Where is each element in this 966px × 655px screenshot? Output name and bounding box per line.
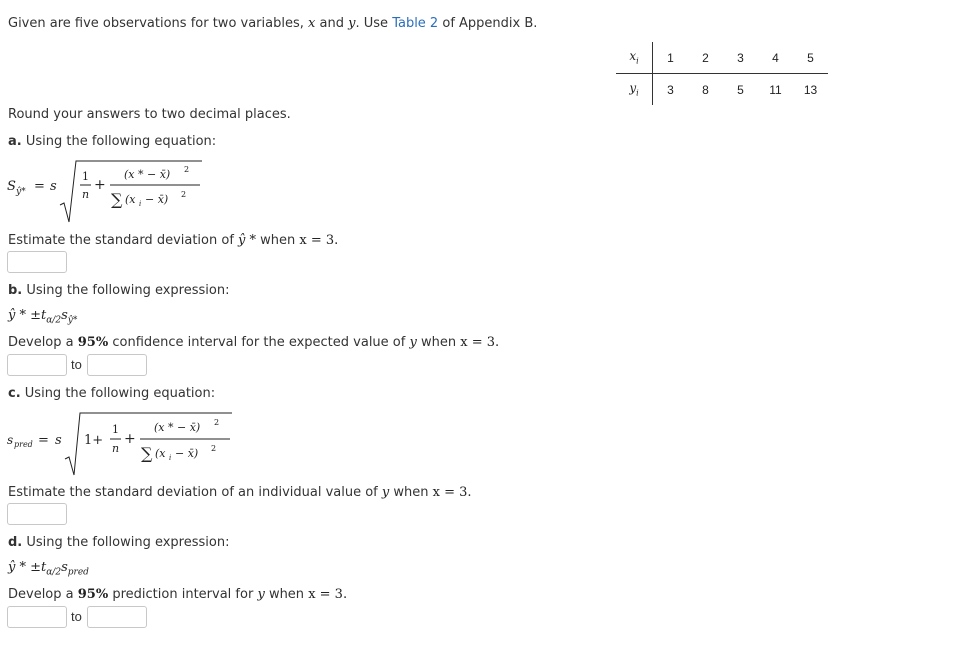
svg-text:n: n: [82, 188, 90, 201]
part-c-heading: c. Using the following equation:: [8, 386, 216, 401]
svg-text:pred: pred: [14, 440, 33, 449]
svg-text:+: +: [94, 177, 106, 193]
y-value: 3: [667, 82, 674, 97]
svg-text:s: s: [55, 433, 62, 448]
svg-text:2: 2: [214, 418, 220, 427]
y-value: 8: [702, 82, 709, 97]
svg-text:2: 2: [181, 190, 187, 199]
part-d-question: Develop a 95% prediction interval for y when x = 3.: [8, 587, 348, 602]
svg-text:(x * − x̄): (x * − x̄): [124, 168, 171, 181]
formula-c: [4, 409, 244, 479]
part-b-lower-input[interactable]: [7, 354, 67, 376]
part-b-heading: b. Using the following expression:: [8, 283, 230, 298]
svg-text:(x * − x̄): (x * − x̄): [154, 421, 201, 434]
svg-text:2: 2: [211, 444, 217, 453]
part-d-to-label: to: [71, 609, 82, 624]
svg-text:S: S: [7, 179, 16, 194]
svg-text:2: 2: [184, 165, 190, 174]
svg-text:1: 1: [112, 423, 119, 436]
svg-text:n: n: [112, 442, 120, 455]
part-d-upper-input[interactable]: [87, 606, 147, 628]
part-d-lower-input[interactable]: [7, 606, 67, 628]
part-a-answer-input[interactable]: [7, 251, 67, 273]
svg-text:s: s: [7, 433, 14, 447]
part-b-upper-input[interactable]: [87, 354, 147, 376]
x-value: 2: [688, 42, 723, 74]
observations-table: [616, 42, 828, 105]
table-row-y: [616, 74, 828, 106]
part-b-question: Develop a 95% confidence interval for the expected value of y when x = 3.: [8, 335, 500, 350]
table-row-x: [616, 42, 828, 74]
x-value: 1: [653, 42, 689, 74]
y-value: 13: [803, 82, 818, 97]
svg-text:(x: (x: [125, 193, 136, 206]
svg-text:− x̄): − x̄): [145, 193, 169, 206]
part-c-question: Estimate the standard deviation of an individual value of y when x = 3.: [8, 485, 472, 500]
intro-text: Given are five observations for two variables, x and y. Use Table 2 of Appendix B.: [8, 16, 538, 31]
svg-text:i: i: [139, 200, 142, 208]
round-note: Round your answers to two decimal places.: [8, 107, 291, 122]
svg-text:ŷ*: ŷ*: [16, 187, 26, 197]
svg-text:1: 1: [82, 170, 89, 183]
formula-a: [4, 158, 214, 226]
part-a-heading: a. Using the following equation:: [8, 134, 217, 149]
part-a-question: Estimate the standard deviation of ŷ * when x = 3.: [8, 233, 339, 248]
x-value: 3: [723, 42, 758, 74]
x-header: $x_i$: [616, 42, 653, 74]
formula-b: ŷ * $\pm t_{\alpha/2}s_{ŷ*}$: [8, 308, 78, 326]
part-d-heading: d. Using the following expression:: [8, 535, 230, 550]
part-b-to-label: to: [71, 357, 82, 372]
y-value: 11: [769, 82, 782, 97]
svg-text:+: +: [124, 431, 136, 447]
svg-text:1+: 1+: [84, 433, 104, 448]
appendix-table-link[interactable]: Table 2: [392, 16, 439, 31]
part-c-answer-input[interactable]: [7, 503, 67, 525]
svg-text:∑: ∑: [141, 444, 153, 463]
svg-text:∑: ∑: [111, 190, 123, 209]
formula-d: ŷ * $\pm t_{\alpha/2}s_{pred}$: [8, 560, 89, 578]
svg-text:s: s: [50, 179, 57, 194]
x-value: 4: [758, 42, 793, 74]
y-value: 5: [737, 82, 744, 97]
svg-text:(x: (x: [155, 447, 166, 460]
y-header: $y_i$: [616, 74, 653, 106]
svg-text:− x̄): − x̄): [175, 447, 199, 460]
x-value: 5: [793, 42, 828, 74]
svg-text:i: i: [169, 454, 172, 462]
svg-text:=: =: [34, 179, 45, 194]
svg-text:=: =: [38, 433, 49, 448]
